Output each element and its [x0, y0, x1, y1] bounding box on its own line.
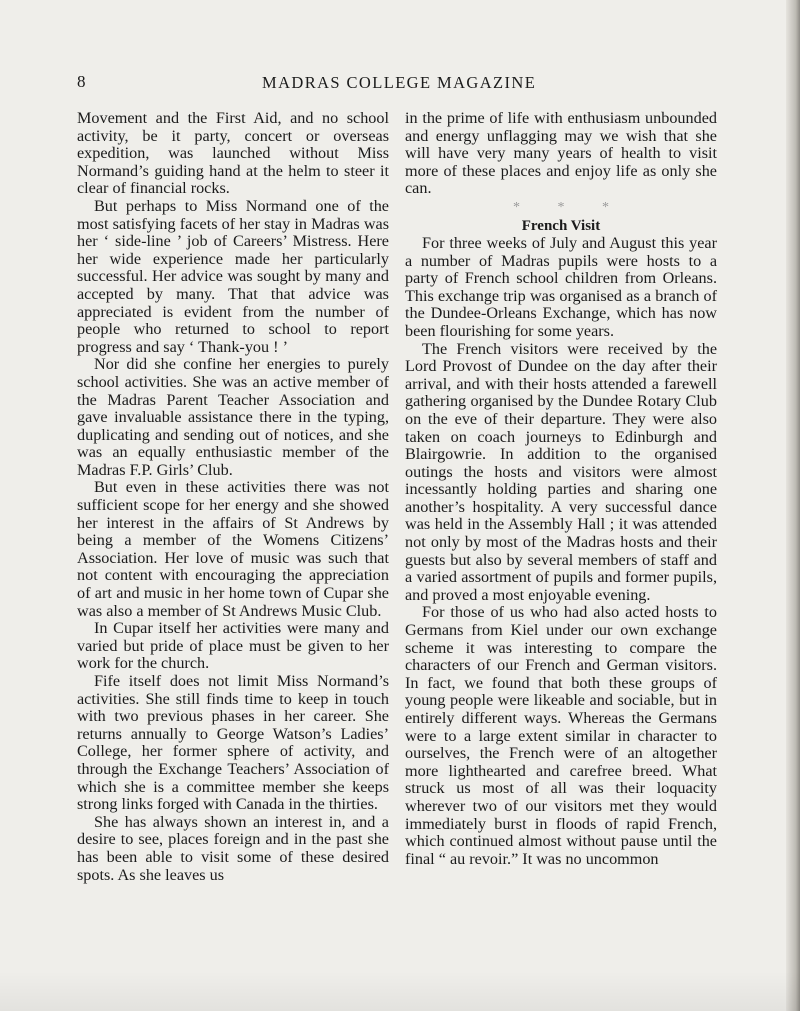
paragraph: Movement and the First Aid, and no school activity, be it party, concert or overseas expedition, was launched without Miss Normand’s guiding hand at the helm to steer it clear of financial rocks.: [77, 109, 389, 198]
section-heading: French Visit: [521, 217, 601, 234]
paragraph: Fife itself does not limit Miss Normand’s activities. She still finds time to keep in touch with two previous phases in her career. She returns annually to George Watson’s Ladies’ College, her former sphere of activity, and through the Exchange Teachers’ Association of which she is a committee member she keeps strong links forged with Canada in the thirties.: [77, 672, 389, 814]
paragraph: The French visitors were received by the Lord Provost of Dundee on the day after their arrival, and with their hosts attended a farewell gathering organised by the Dundee Rotary Club on the eve of their departure. They were also taken on coach journeys to Edinburgh and Blairgowrie. In addition to the organised outings the hosts and visitors were almost incessantly holding parties and sharing one another’s hospitality. A very successful dance was held in the Assembly Hall ; it was attended not only by most of the Madras hosts and their guests but also by several members of staff and a varied assortment of pupils and former pupils, and proved a most enjoyable evening.: [405, 339, 717, 604]
left-column: [77, 110, 389, 884]
paragraph: She has always shown an interest in, and a desire to see, places foreign and in the past she has been able to visit some of these desired spots. As she leaves us: [77, 812, 389, 884]
right-column: [405, 110, 717, 868]
running-head: MADRAS COLLEGE MAGAZINE: [262, 73, 537, 92]
page-number: 8: [77, 72, 86, 91]
section-separator: * * *: [513, 199, 626, 215]
page-shadow: [0, 971, 800, 1011]
paragraph: For three weeks of July and August this year a number of Madras pupils were hosts to a party of French school children from Orleans. This exchange trip was organised as a branch of the Dundee-Orleans Exchange, which has now been flourishing for some years.: [405, 233, 717, 340]
paragraph: For those of us who had also acted hosts to Germans from Kiel under our own exchange scheme it was interesting to compare the characters of our French and German visitors. In fact, we found that both these groups of young people were likeable and sociable, but in entirely different ways. Whereas the Germans were to a large extent similar in character to ourselves, the French were of an altogether more lighthearted and carefree breed. What struck us most of all was their loquacity wherever two of our visitors met they would immediately burst in floods of rapid French, which continued almost without pause until the final “ au revoir.” It was no uncommon: [405, 603, 717, 868]
paragraph: Nor did she confine her energies to purely school activities. She was an active member of the Madras Parent Teacher Association and gave invaluable assistance there in the typing, duplicating and sending out of notices, and she was an equally enthusiastic member of the Madras F.P. Girls’ Club.: [77, 355, 389, 479]
paragraph: But perhaps to Miss Normand one of the most satisfying facets of her stay in Madras was her ‘ side-line ’ job of Careers’ Mistress. Here her wide experience made her particularly successful. Her advice was sought by many and accepted by many. That that advice was appreciated is evident from the number of people who returned to school to report progress and say ‘ Thank-you ! ’: [77, 196, 389, 356]
paragraph: in the prime of life with enthusiasm unbounded and energy unflagging may we wish that she will have very many years of health to visit more of these places and enjoy life as only she can.: [405, 109, 717, 198]
paragraph: In Cupar itself her activities were many and varied but pride of place must be given to her work for the church.: [77, 619, 389, 673]
paragraph: But even in these activities there was not sufficient scope for her energy and she showed her interest in the affairs of St Andrews by being a member of the Womens Citizens’ Association. Her love of music was such that not content with encouraging the appreciation of art and music in her home town of Cupar she was also a member of St Andrews Music Club.: [77, 478, 389, 620]
page-edge: [786, 0, 800, 1011]
